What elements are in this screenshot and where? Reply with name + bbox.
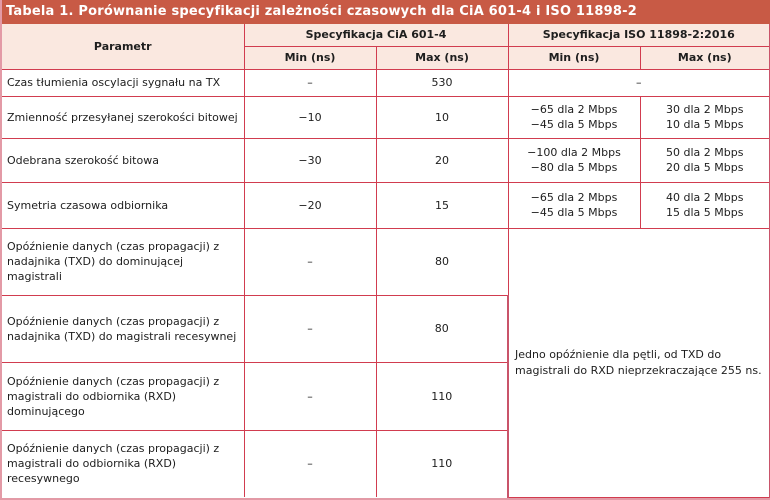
iso-max-cell <box>640 138 770 182</box>
param-cell: Czas tłumienia oscylacji sygnału na TX <box>2 69 244 96</box>
iso-merged-cell: – <box>508 69 770 96</box>
cia-max-cell: 110 <box>376 362 508 430</box>
table-row <box>2 96 770 138</box>
cia-min-cell: – <box>244 430 376 497</box>
iso-loop-delay-note: Jedno opóźnienie dla pętli, od TXD do magistrali do RXD nieprzekraczające 255 ns. <box>508 228 770 497</box>
table-row <box>2 138 770 182</box>
iso-min-5mbps: −80 dla 5 Mbps <box>530 161 618 174</box>
param-cell: Opóźnienie danych (czas propagacji) z magistrali do odbiornika (RXD) recesywnego <box>2 430 244 497</box>
param-cell: Opóźnienie danych (czas propagacji) z magistrali do odbiornika (RXD) dominującego <box>2 362 244 430</box>
header-iso-min: Min (ns) <box>508 46 640 69</box>
table-row <box>2 182 770 228</box>
cia-max-cell: 80 <box>376 295 508 362</box>
param-cell: Zmienność przesyłanej szerokości bitowej <box>2 96 244 138</box>
iso-max-2mbps: 50 dla 2 Mbps <box>666 146 744 159</box>
cia-max-cell: 15 <box>376 182 508 228</box>
cia-max-cell: 80 <box>376 228 508 295</box>
iso-max-5mbps: 10 dla 5 Mbps <box>666 118 744 131</box>
iso-max-5mbps: 15 dla 5 Mbps <box>666 206 744 219</box>
iso-max-cell <box>640 182 770 228</box>
cia-min-cell: – <box>244 362 376 430</box>
table-row <box>2 69 770 96</box>
iso-min-cell <box>508 182 640 228</box>
param-cell: Odebrana szerokość bitowa <box>2 138 244 182</box>
iso-max-5mbps: 20 dla 5 Mbps <box>666 161 744 174</box>
iso-max-cell <box>640 96 770 138</box>
header-group-iso: Specyfikacja ISO 11898-2:2016 <box>508 24 770 46</box>
param-cell: Symetria czasowa odbiornika <box>2 182 244 228</box>
cia-min-cell: −20 <box>244 182 376 228</box>
cia-min-cell: – <box>244 228 376 295</box>
iso-min-5mbps: −45 dla 5 Mbps <box>530 118 618 131</box>
table-title: Tabela 1. Porównanie specyfikacji zależności czasowych dla CiA 601-4 i ISO 11898-2 <box>2 0 770 24</box>
iso-min-cell <box>508 96 640 138</box>
iso-min-2mbps: −100 dla 2 Mbps <box>527 146 621 159</box>
header-cia-min: Min (ns) <box>244 46 376 69</box>
cia-min-cell: – <box>244 295 376 362</box>
spec-comparison-table <box>2 24 770 498</box>
cia-min-cell: −30 <box>244 138 376 182</box>
header-group-cia: Specyfikacja CiA 601-4 <box>244 24 508 46</box>
header-parameter: Parametr <box>2 24 244 69</box>
param-cell: Opóźnienie danych (czas propagacji) z nadajnika (TXD) do dominującej magistrali <box>2 228 244 295</box>
iso-min-2mbps: −65 dla 2 Mbps <box>530 191 618 204</box>
cia-max-cell: 20 <box>376 138 508 182</box>
header-iso-max: Max (ns) <box>640 46 770 69</box>
cia-max-cell: 10 <box>376 96 508 138</box>
iso-max-2mbps: 30 dla 2 Mbps <box>666 103 744 116</box>
param-cell: Opóźnienie danych (czas propagacji) z nadajnika (TXD) do magistrali recesywnej <box>2 295 244 362</box>
iso-min-2mbps: −65 dla 2 Mbps <box>530 103 618 116</box>
cia-max-cell: 530 <box>376 69 508 96</box>
header-cia-max: Max (ns) <box>376 46 508 69</box>
iso-max-2mbps: 40 dla 2 Mbps <box>666 191 744 204</box>
cia-min-cell: −10 <box>244 96 376 138</box>
cia-min-cell: – <box>244 69 376 96</box>
cia-max-cell: 110 <box>376 430 508 497</box>
iso-min-5mbps: −45 dla 5 Mbps <box>530 206 618 219</box>
table-row <box>2 228 770 295</box>
iso-min-cell <box>508 138 640 182</box>
